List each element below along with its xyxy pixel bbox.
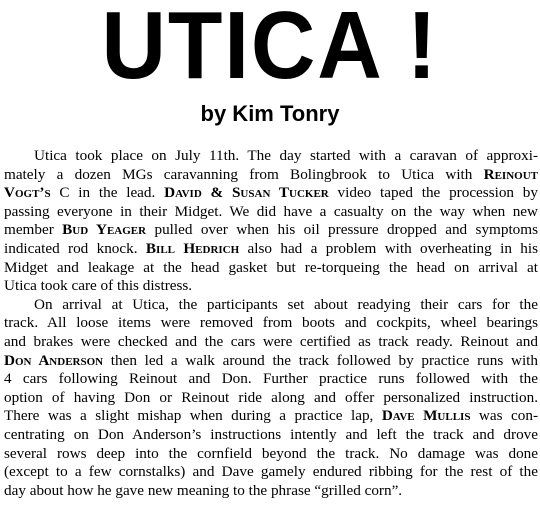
text-run: day about how he gave new meaning to the phrase “grilled corn”. [4,481,403,499]
text-run: track. All loose items were removed from boots and cockpits, wheel bearings [4,314,538,332]
text-line [4,259,538,278]
text-line [4,166,538,185]
person-name: Bill Hedrich [145,239,240,257]
text-line [4,426,538,445]
text-line [4,203,538,222]
text-run: several rows deep into the cornfield beyond the track. No damage was done [4,444,538,462]
text-run: Utica took place on July 11th. The day started with a caravan of approxi- [34,147,538,164]
text-line [4,240,538,259]
text-line [4,389,538,408]
text-run: option of having Don or Reinout ride along and offer personalized instruction. [4,388,538,406]
article-byline: by Kim Tonry [200,101,340,126]
person-name: Reinout [483,165,538,183]
person-name: Don Anderson [4,351,104,369]
text-line [4,314,538,333]
text-run: On arrival at Utica, the participants set about readying their cars for the [34,295,538,313]
text-run: Utica took care of this distress. [4,277,193,295]
person-name: Dave Mullis [381,407,471,425]
text-run: video taped the procession by [328,184,538,202]
text-line [4,277,538,296]
text-run: There was a slight mishap when during a practice lap, [4,407,382,425]
text-run: Midget and leakage at the head gasket but re-torqueing the head on arrival at [4,258,538,276]
text-line [4,296,538,315]
person-name: David & Susan Tucker [164,184,329,202]
text-run: centrating on Don Anderson’s instructions intently and left the track and drove [4,425,538,443]
text-line [4,463,538,482]
text-run: then led a walk around the track followed by practice runs with [103,351,538,369]
text-run: (except to a few cornstalks) and Dave gamely endured ribbing for the rest of the [4,463,538,481]
text-run: was con- [470,407,539,425]
text-line [4,482,538,501]
text-run: 4 cars following Reinout and Don. Further practice runs followed with the [4,370,538,388]
text-line [4,352,538,371]
article-paragraph [4,147,538,296]
text-run: C in the lead. [50,184,165,202]
text-line [4,184,538,203]
person-name: Vogt’s [4,184,51,202]
text-run: pulled over when his oil pressure dropped and symptoms [146,221,538,239]
article-headline: UTICA ! [101,0,439,99]
text-line [4,221,538,240]
text-run: member [4,221,63,239]
text-line [4,407,538,426]
text-line [4,147,538,166]
text-run: passing everyone in their Midget. We did have a casualty on the way when new [4,202,538,220]
person-name: Bud Yeager [62,221,147,239]
article-paragraph [4,296,538,501]
text-run: also had a problem with overheating in his [239,239,538,257]
text-line [4,445,538,464]
text-run: indicated rod knock. [4,239,146,257]
text-line [4,333,538,352]
text-line [4,370,538,389]
text-run: mately a dozen MGs caravanning from Bolingbrook to Utica with [4,165,484,183]
text-run: and brakes were checked and the cars were certified as track ready. Reinout and [4,332,538,350]
article-body [4,147,538,500]
